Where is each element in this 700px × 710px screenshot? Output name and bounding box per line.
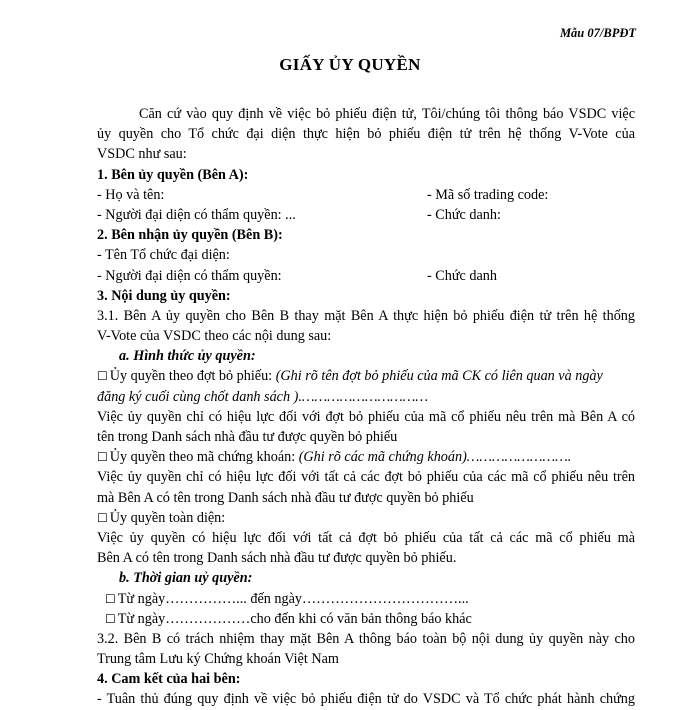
section-1-row [97,185,635,205]
option-by-voting-round [97,366,635,386]
section-4-heading: 4. Cam kết của hai bên: [97,671,241,688]
option-note: (Ghi rõ các mã chứng khoán)……………………. [298,449,572,466]
intro-line: Căn cứ vào quy định về việc bỏ phiếu điện tử, Tôi/chúng tôi thông báo VSDC việc [139,106,635,122]
option-note: (Ghi rõ tên đợt bỏ phiếu của mã CK có liên quan và ngày [275,368,603,385]
subsection-a-heading: a. Hình thức ủy quyền: [119,348,256,365]
time-option [97,589,635,609]
form-code: Mẫu 07/BPĐT [559,26,636,40]
option-by-security-code [97,447,635,467]
representative-label: - Người đại diện có thẩm quyền: [97,267,282,284]
intro-line: VSDC như sau: [97,146,187,163]
commitment-line: - Tuân thủ đúng quy định về việc bỏ phiếu điện tử do VSDC và Tổ chức phát hành chứng [97,691,635,708]
trading-code-label: - Mã số trading code: [427,186,549,203]
checkbox-icon[interactable]: ☐ [97,369,108,384]
option-description: Việc ủy quyền chỉ có hiệu lực đối với đợt bỏ phiếu của mã cổ phiếu nêu trên mà Bên A có [97,408,635,425]
document-title: GIẤY ỦY QUYỀN [279,55,421,74]
option-description: Việc ủy quyền chỉ có hiệu lực đối với tất cả các đợt bỏ phiếu của các mã cổ phiếu nêu trên [97,469,635,486]
checkbox-icon[interactable]: ☐ [105,611,116,626]
position-label: - Chức danh: [427,206,501,223]
option-description: Bên A có tên trong Danh sách nhà đầu tư được quyền bỏ phiếu. [97,550,457,567]
paragraph-3-1: 3.1. Bên A ủy quyền cho Bên B thay mặt Bên A thực hiện bỏ phiếu điện tử trên hệ thống [97,307,635,324]
checkbox-icon[interactable]: ☐ [97,450,108,465]
subsection-b-heading: b. Thời gian uỷ quyền: [119,570,253,587]
option-label: Ủy quyền toàn diện: [109,509,226,526]
paragraph-3-1: V-Vote của VSDC theo các nội dung sau: [97,328,332,345]
paragraph-3-2: 3.2. Bên B có trách nhiệm thay mặt Bên A thông báo toàn bộ nội dung ủy quyền này cho [97,630,635,647]
section-1-row [97,205,635,225]
section-3-heading: 3. Nội dung ủy quyền: [97,287,231,304]
option-full-authorization [97,508,635,528]
intro-line: ủy quyền cho Tổ chức đại diện thực hiện bỏ phiếu điện tử trên hệ thống V-Vote của [97,126,635,143]
org-name-label: - Tên Tổ chức đại diện: [97,247,230,264]
position-label: - Chức danh [427,267,497,284]
paragraph-3-2: Trung tâm Lưu ký Chứng khoán Việt Nam [97,651,339,668]
section-1-heading: 1. Bên ủy quyền (Bên A): [97,166,249,183]
option-description: tên trong Danh sách nhà đầu tư được quyền bỏ phiếu [97,429,398,445]
time-option-label: Từ ngày……………... đến ngày……………………………... [117,590,469,607]
name-label: - Họ và tên: [97,186,165,203]
checkbox-icon[interactable]: ☐ [105,591,116,606]
time-option [97,609,635,629]
option-label: Ủy quyền theo mã chứng khoán: [109,449,296,466]
time-option-label: Từ ngày………………cho đến khi có văn bản thông báo khác [117,610,472,627]
option-description: mà Bên A có tên trong Danh sách nhà đầu tư được quyền bỏ phiếu [97,489,474,506]
document-body [97,104,635,710]
option-description: Việc ủy quyền có hiệu lực đối với tất cả đợt bỏ phiếu của tất cả các mã cổ phiếu mà [97,529,635,546]
section-2-row [97,266,635,286]
option-label: Ủy quyền theo đợt bỏ phiếu: [109,368,273,385]
option-note: đăng ký cuối cùng chốt danh sách ).………………………… [97,388,429,405]
checkbox-icon[interactable]: ☐ [97,510,108,525]
section-2-heading: 2. Bên nhận ủy quyền (Bên B): [97,227,283,244]
representative-label: - Người đại diện có thẩm quyền: ... [97,206,296,223]
